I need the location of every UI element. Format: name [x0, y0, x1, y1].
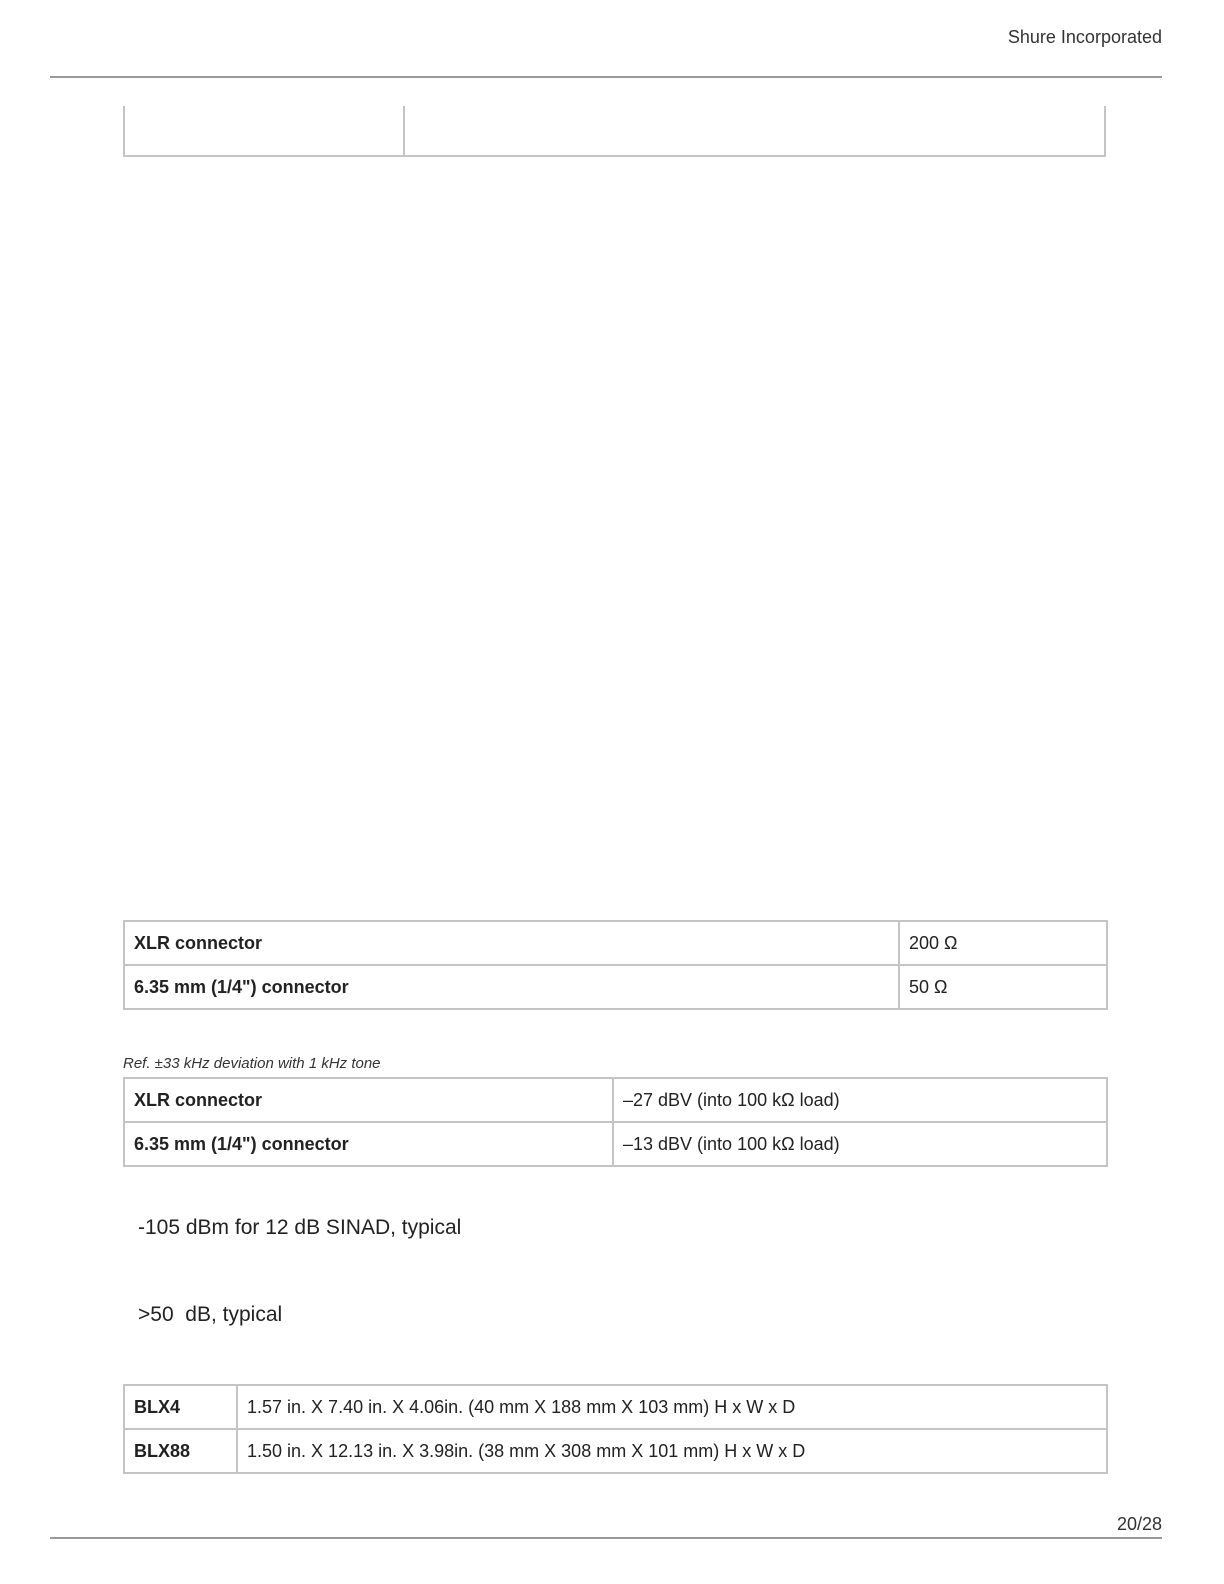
table-row [124, 1122, 1107, 1166]
row-label: 6.35 mm (1/4") connector [124, 1122, 613, 1166]
table-row [124, 965, 1107, 1009]
footer-rule [50, 1537, 1162, 1539]
page-number: 20/28 [1116, 1514, 1162, 1534]
table-continuation [123, 106, 1106, 157]
company-name: Shure Incorporated [1007, 27, 1162, 47]
row-value: 200 Ω [899, 921, 1107, 965]
dimensions-table [123, 1384, 1108, 1474]
image-rejection-value: >50 dB, typical [138, 1303, 283, 1326]
table-column-divider [403, 106, 405, 155]
output-level-note: Ref. ±33 kHz deviation with 1 kHz tone [123, 1055, 381, 1072]
row-label: BLX4 [124, 1385, 237, 1429]
row-label: BLX88 [124, 1429, 237, 1473]
row-label: XLR connector [124, 921, 899, 965]
sensitivity-value: -105 dBm for 12 dB SINAD, typical [138, 1216, 462, 1239]
header-rule [50, 76, 1162, 78]
row-value: 1.57 in. X 7.40 in. X 4.06in. (40 mm X 188 mm X 103 mm) H x W x D [237, 1385, 1107, 1429]
table-row [124, 921, 1107, 965]
row-value: 50 Ω [899, 965, 1107, 1009]
row-label: 6.35 mm (1/4") connector [124, 965, 899, 1009]
output-level-table [123, 1077, 1108, 1167]
row-label: XLR connector [124, 1078, 613, 1122]
output-impedance-table [123, 920, 1108, 1010]
row-value: –27 dBV (into 100 kΩ load) [613, 1078, 1107, 1122]
table-row [124, 1385, 1107, 1429]
table-row [124, 1429, 1107, 1473]
row-value: –13 dBV (into 100 kΩ load) [613, 1122, 1107, 1166]
table-row [124, 1078, 1107, 1122]
row-value: 1.50 in. X 12.13 in. X 3.98in. (38 mm X 308 mm X 101 mm) H x W x D [237, 1429, 1107, 1473]
